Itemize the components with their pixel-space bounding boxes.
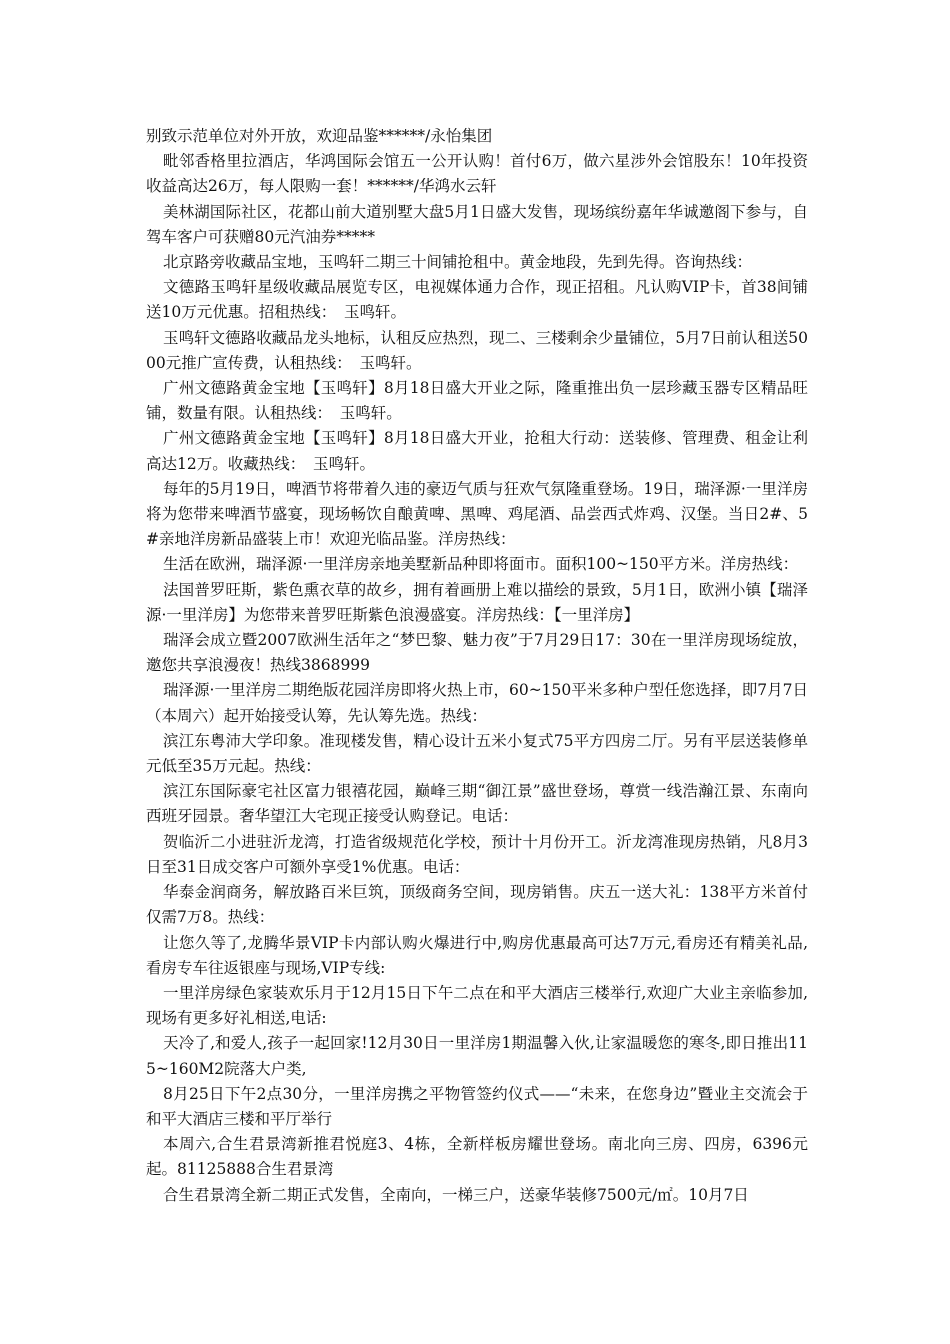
- paragraph: 天冷了,和爱人,孩子一起回家!12月30日一里洋房1期温馨入伙,让家温暖您的寒冬,即日推出115~160M2院落大户类,: [146, 1034, 808, 1078]
- paragraph: 滨江东国际豪宅社区富力银禧花园，巅峰三期“御江景”盛世登场，尊赏一线浩瀚江景、东南向西班牙园景。奢华望江大宅现正接受认购登记。电话：: [146, 782, 808, 826]
- paragraph: 8月25日下午2点30分，一里洋房携之平物管签约仪式——“未来，在您身边”暨业主交流会于和平大酒店三楼和平厅举行: [146, 1084, 808, 1128]
- paragraph: 每年的5月19日，啤酒节将带着久违的豪迈气质与狂欢气氛隆重登场。19日，瑞泽源·一里洋房将为您带来啤酒节盛宴，现场畅饮自酿黄啤、黑啤、鸡尾酒、品尝西式炸鸡、汉堡。当日2#、5#亲地洋房新品盛装上市！欢迎光临品鉴。洋房热线：: [146, 479, 808, 549]
- paragraph: 美林湖国际社区，花都山前大道别墅大盘5月1日盛大发售，现场缤纷嘉年华诚邀阁下参与，自驾车客户可获赠80元汽油券*****: [146, 202, 808, 246]
- paragraph: 瑞泽会成立暨2007欧洲生活年之“梦巴黎、魅力夜”于7月29日17：30在一里洋房现场绽放，邀您共享浪漫夜！热线3868999: [146, 631, 808, 675]
- paragraph: 本周六,合生君景湾新推君悦庭3、4栋，全新样板房耀世登场。南北向三房、四房，6396元起。81125888合生君景湾: [146, 1135, 808, 1179]
- paragraph: 生活在欧洲，瑞泽源·一里洋房亲地美墅新品种即将面市。面积100~150平方米。洋房热线：: [163, 555, 799, 574]
- paragraph: 法国普罗旺斯，紫色熏衣草的故乡，拥有着画册上难以描绘的景致，5月1日，欧洲小镇【瑞泽源·一里洋房】为您带来普罗旺斯紫色浪漫盛宴。洋房热线：【一里洋房】: [146, 580, 808, 624]
- paragraph: 让您久等了,龙腾华景VIP卡内部认购火爆进行中,购房优惠最高可达7万元,看房还有精美礼品,看房专车往返银座与现场,VIP专线:: [146, 933, 808, 977]
- paragraph: 别致示范单位对外开放，欢迎品鉴******/永怡集团: [146, 127, 493, 145]
- paragraph: 文德路玉鸣轩星级收藏品展览专区，电视媒体通力合作，现正招租。凡认购VIP卡，首38间铺送10万元优惠。招租热线： 玉鸣轩。: [146, 278, 808, 322]
- paragraph: 滨江东粤沛大学印象。准现楼发售，精心设计五米小复式75平方四房二厅。另有平层送装修单元低至35万元起。热线：: [146, 731, 808, 776]
- paragraph: 广州文德路黄金宝地【玉鸣轩】8月18日盛大开业，抢租大行动：送装修、管理费、租金让利高达12万。收藏热线： 玉鸣轩。: [146, 429, 808, 473]
- paragraph: 北京路旁收藏品宝地，玉鸣轩二期三十间铺抢租中。黄金地段，先到先得。咨询热线：: [163, 253, 753, 272]
- paragraph: 一里洋房绿色家装欢乐月于12月15日下午二点在和平大酒店三楼举行,欢迎广大业主亲临参加,现场有更多好礼相送,电话:: [146, 983, 808, 1028]
- document-body: [146, 124, 808, 1208]
- paragraph: 毗邻香格里拉酒店，华鸿国际会馆五一公开认购！首付6万，做六星涉外会馆股东！10年投资收益高达26万，每人限购一套！******/华鸿水云轩: [146, 152, 808, 196]
- paragraph: 广州文德路黄金宝地【玉鸣轩】8月18日盛大开业之际，隆重推出负一层珍藏玉器专区精品旺铺，数量有限。认租热线： 玉鸣轩。: [146, 379, 808, 423]
- paragraph: 华泰金润商务，解放路百米巨筑，顶级商务空间，现房销售。庆五一送大礼：138平方米首付仅需7万8。热线：: [146, 883, 808, 927]
- paragraph: 合生君景湾全新二期正式发售，全南向，一梯三户，送豪华装修7500元/㎡。10月7日: [163, 1185, 749, 1204]
- paragraph: 瑞泽源·一里洋房二期绝版花园洋房即将火热上市，60~150平米多种户型任您选择，即7月7日（本周六）起开始接受认筹，先认筹先选。热线：: [146, 681, 808, 725]
- paragraph: 玉鸣轩文德路收藏品龙头地标，认租反应热烈，现二、三楼剩余少量铺位，5月7日前认租送5000元推广宣传费，认租热线： 玉鸣轩。: [146, 328, 808, 372]
- paragraph: 贺临沂二小进驻沂龙湾，打造省级规范化学校，预计十月份开工。沂龙湾准现房热销，凡8月3日至31日成交客户可额外享受1%优惠。电话：: [146, 832, 808, 876]
